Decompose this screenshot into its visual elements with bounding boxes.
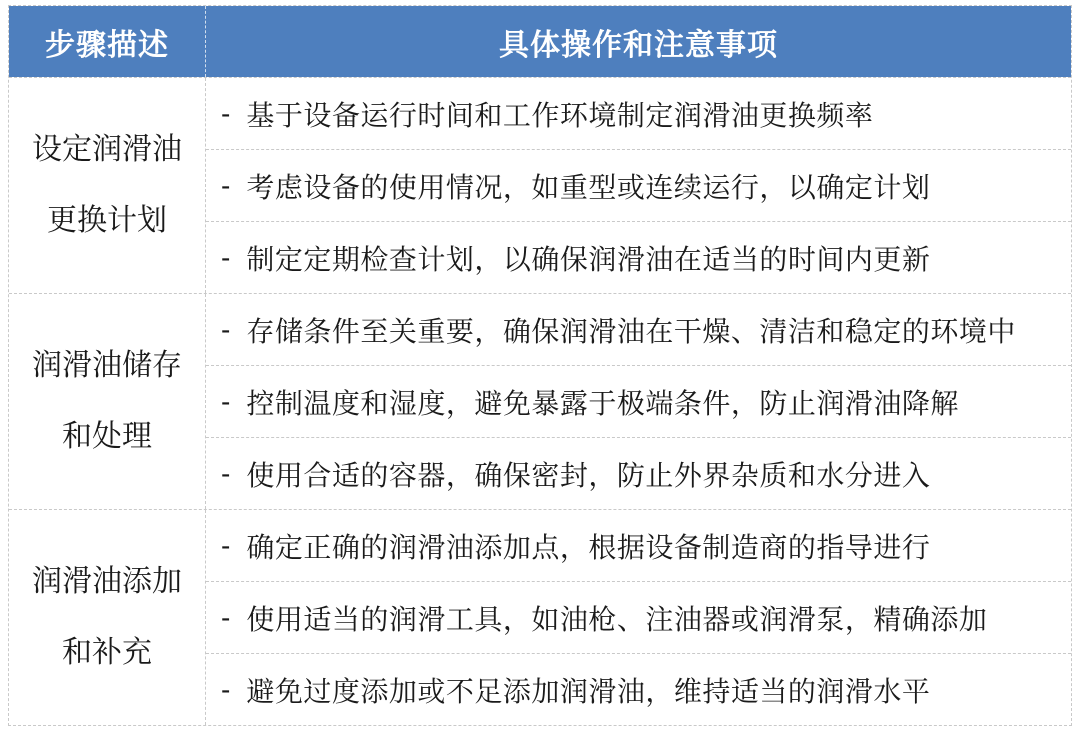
group-label-line: 设定润滑油 — [32, 133, 182, 166]
item-row — [206, 437, 1071, 509]
item-text: 使用适当的润滑工具，如油枪、注油器或润滑泵，精确添加 — [246, 603, 988, 635]
group-items — [206, 294, 1071, 509]
group-label-line: 和处理 — [62, 419, 152, 453]
item-row — [206, 581, 1071, 653]
item-text: 确定正确的润滑油添加点，根据设备制造商的指导进行 — [246, 531, 931, 563]
item-row — [206, 221, 1071, 293]
group-row-oil-storage-handling — [9, 293, 1071, 509]
dash-bullet: - — [221, 97, 231, 129]
item-row — [206, 294, 1071, 365]
item-row — [206, 78, 1071, 149]
dash-bullet: - — [221, 601, 231, 633]
item-text: 使用合适的容器，确保密封，防止外界杂质和水分进入 — [246, 459, 931, 491]
dash-bullet: - — [221, 169, 231, 201]
group-label-line: 润滑油储存 — [32, 349, 182, 382]
group-label-line: 和补充 — [62, 635, 152, 669]
dash-bullet: - — [221, 313, 231, 345]
dash-bullet: - — [221, 241, 231, 273]
item-row — [206, 653, 1071, 725]
group-row-oil-adding-replenish — [9, 509, 1071, 725]
group-items — [206, 78, 1071, 293]
item-text: 控制温度和湿度，避免暴露于极端条件，防止润滑油降解 — [246, 387, 959, 419]
group-row-oil-change-plan — [9, 77, 1071, 293]
table-header-row — [9, 6, 1071, 77]
item-text: 基于设备运行时间和工作环境制定润滑油更换频率 — [246, 99, 874, 131]
dash-bullet: - — [221, 529, 231, 561]
group-label-line: 润滑油添加 — [32, 565, 182, 598]
lubrication-steps-table — [8, 5, 1072, 726]
item-row — [206, 510, 1071, 581]
header-cell-step-description: 步骤描述 — [9, 6, 206, 77]
group-label-line: 更换计划 — [47, 203, 167, 237]
dash-bullet: - — [221, 385, 231, 417]
group-label-oil-change-plan — [9, 78, 206, 293]
group-label-oil-adding-replenish — [9, 510, 206, 725]
item-row — [206, 149, 1071, 221]
group-items — [206, 510, 1071, 725]
item-row — [206, 365, 1071, 437]
item-text: 避免过度添加或不足添加润滑油，维持适当的润滑水平 — [246, 675, 931, 707]
group-label-oil-storage-handling — [9, 294, 206, 509]
item-text: 制定定期检查计划，以确保润滑油在适当的时间内更新 — [246, 243, 931, 275]
item-text: 考虑设备的使用情况，如重型或连续运行，以确定计划 — [246, 171, 931, 203]
dash-bullet: - — [221, 673, 231, 705]
header-cell-operations-notes: 具体操作和注意事项 — [499, 28, 778, 62]
item-text: 存储条件至关重要，确保润滑油在干燥、清洁和稳定的环境中 — [246, 315, 1016, 347]
dash-bullet: - — [221, 457, 231, 489]
